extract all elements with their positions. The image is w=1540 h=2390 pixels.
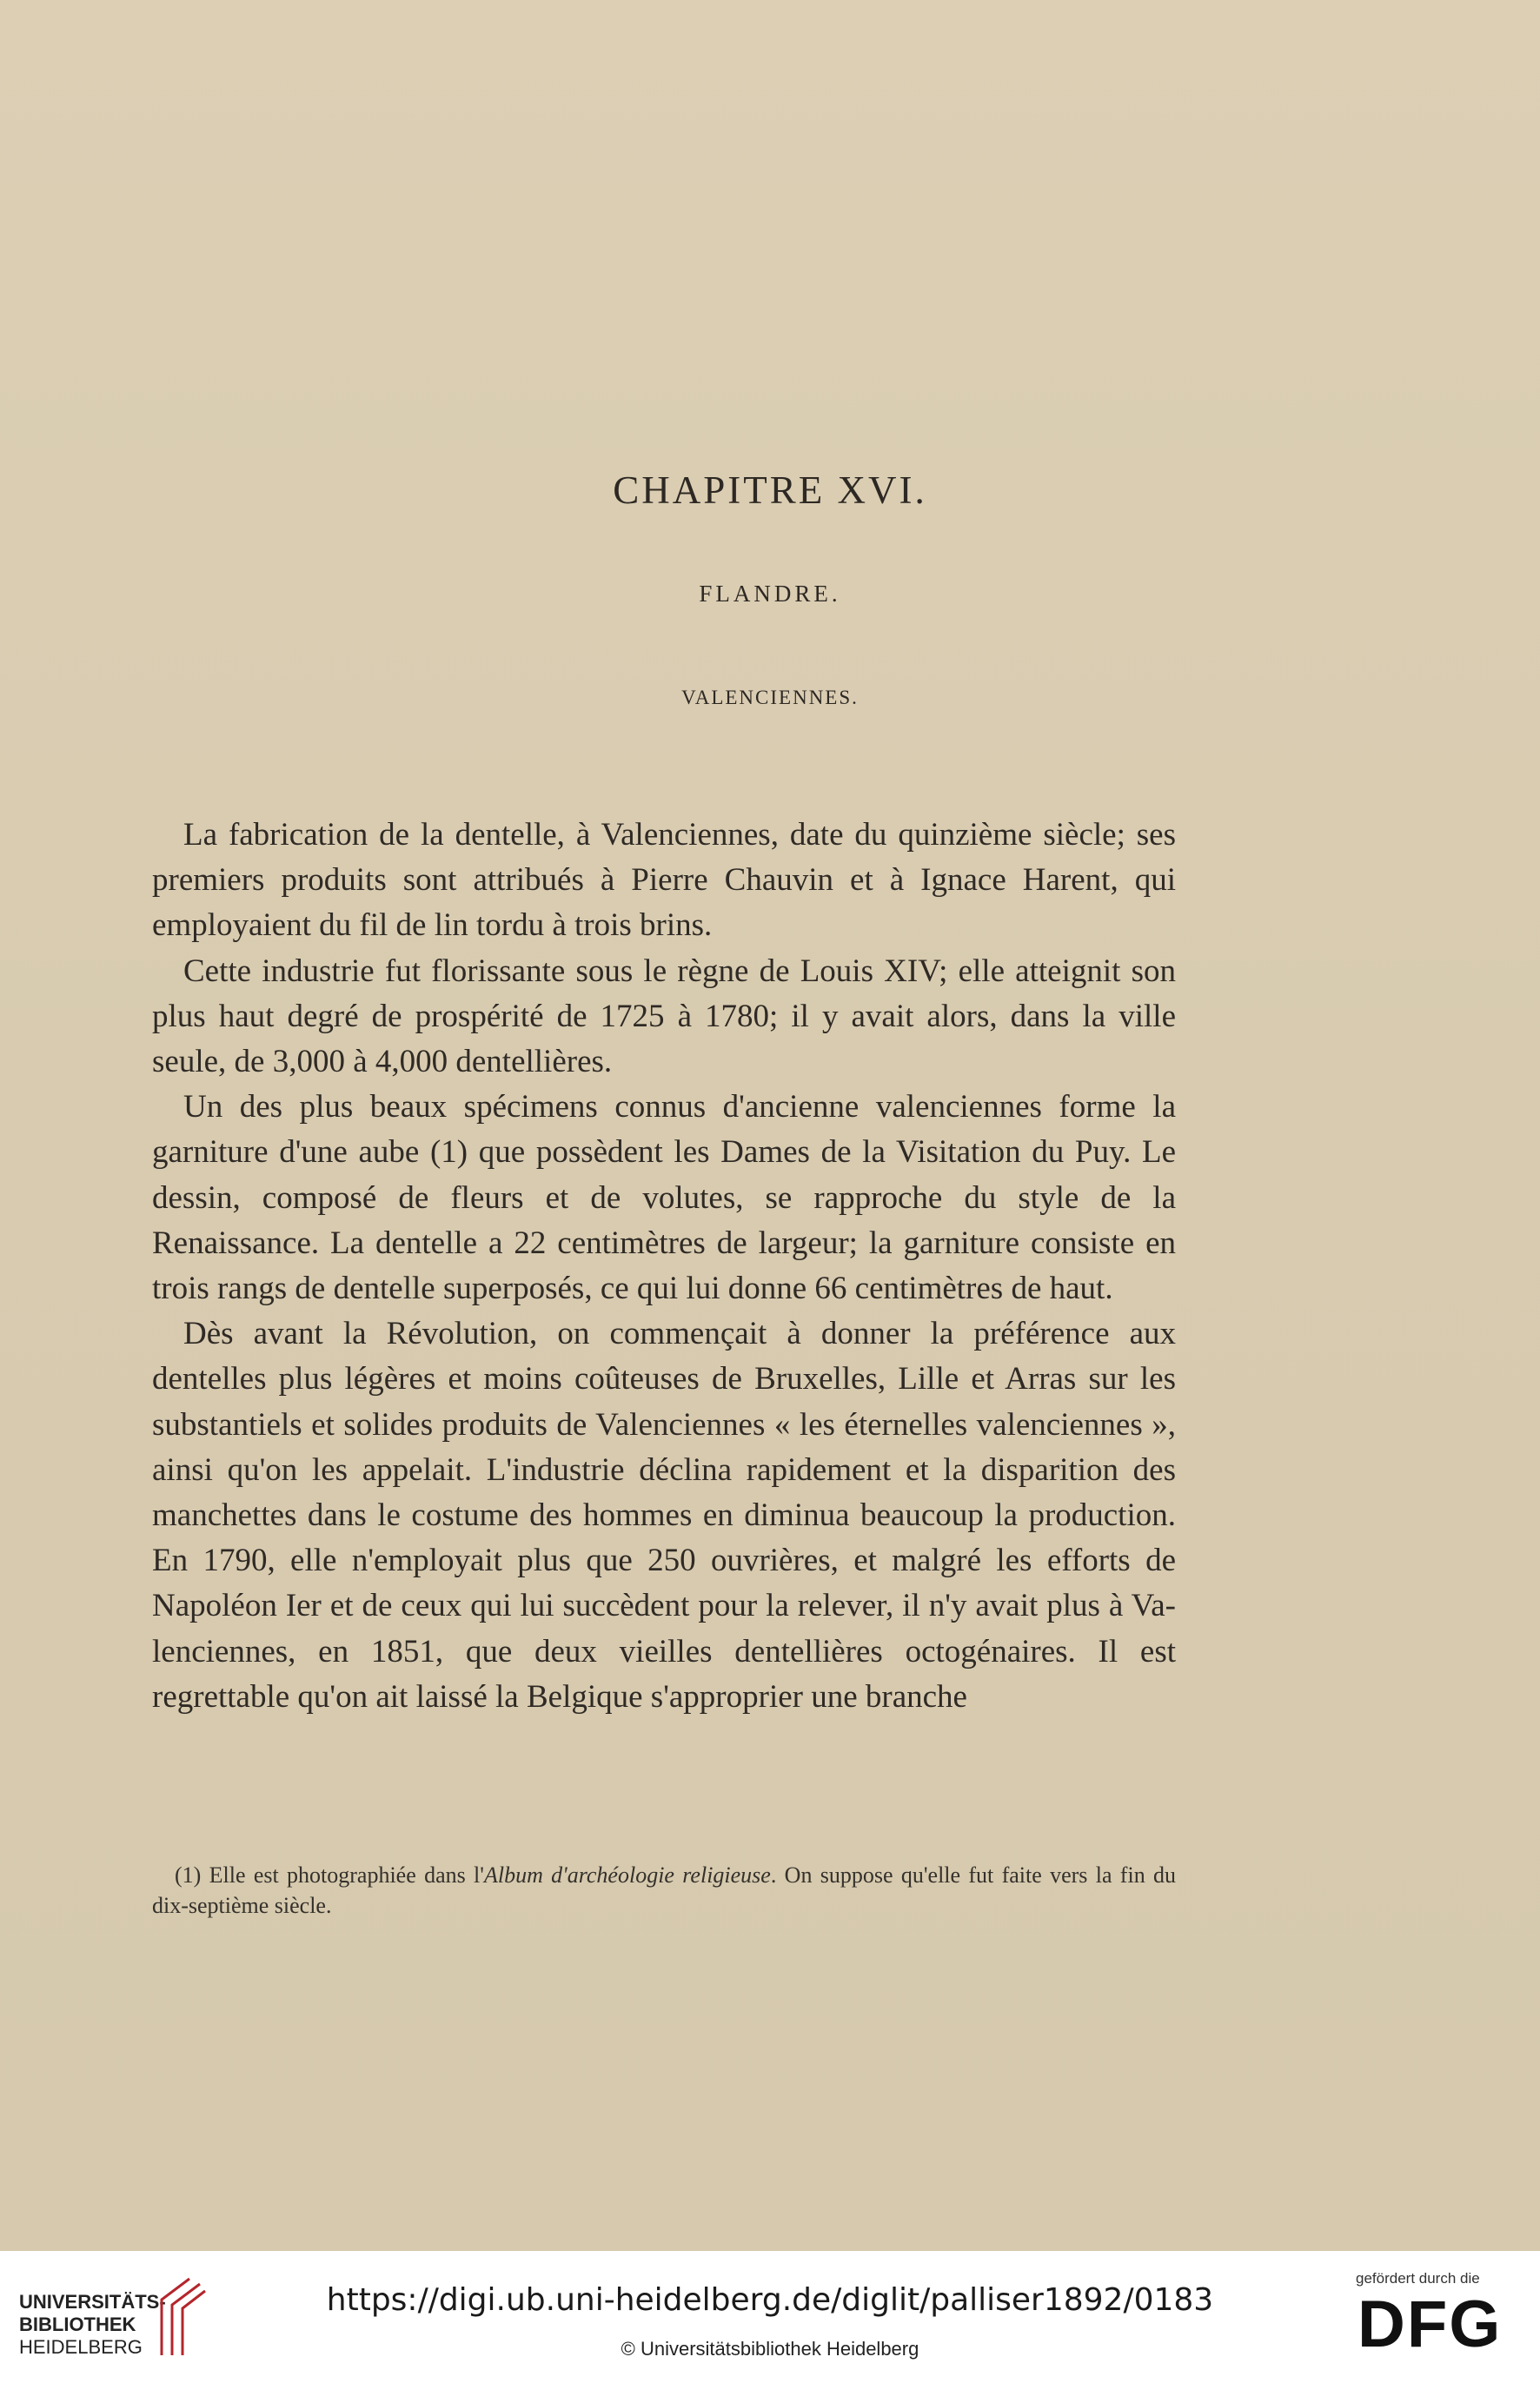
footnote-prefix: (1) Elle est photographiée dans l' bbox=[175, 1862, 484, 1888]
city-heading: VALENCIENNES. bbox=[681, 687, 859, 708]
paragraph: Un des plus beaux spécimens connus d'ancienne valenciennes forme la garniture d'une aube (1) que possèdent les Dames de la Visitation du Puy. Le dessin, composé de fleurs et de volutes, se rapproche du style de la Renaissance. La dentelle a 22 centimètres de largeur; la garniture consiste en trois rangs de dentelle superposés, ce qui lui donne 66 centimètres de haut. bbox=[152, 1089, 1176, 1307]
footnote-title: Album d'archéologie religieuse bbox=[483, 1862, 771, 1888]
paragraph: Dès avant la Révolution, on commençait à donner la préférence aux dentelles plus légères et moins coûteuses de Bruxelles, Lille et Arras sur les substantiels et solides produits de Valenciennes « les éternelles valenciennes », ainsi qu'on les appelait. L'industrie déclina rapidement et la disparition des manchettes dans le costume des hommes en diminua beaucoup la production. En 1790, elle n'employait plus que 250 ouvrières, et malgré les efforts de Napoléon Ier et de ceux qui lui succèdent pour la relever, il n'y avait plus à Valenciennes, en 1851, que deux vieilles dentellières octogénaires. Il est regrettable qu'on ait laissé la Belgique s'approprier une branche bbox=[152, 1316, 1176, 1715]
chapter-heading: CHAPITRE XVI. bbox=[613, 468, 927, 512]
footnote-suffix: . On suppose qu'elle fut faite vers la fin du dix-septième siècle. bbox=[152, 1862, 1177, 1918]
library-name-line3: HEIDELBERG bbox=[19, 2336, 143, 2358]
copyright-notice: © Universitätsbibliothek Heidelberg bbox=[621, 2338, 919, 2360]
library-name-line1: UNIVERSITÄTS- bbox=[19, 2291, 166, 2313]
dfg-logo: DFG bbox=[1357, 2287, 1503, 2361]
footer-bar bbox=[0, 2251, 1540, 2390]
library-name-line2: BIBLIOTHEK bbox=[19, 2314, 136, 2335]
footnote bbox=[152, 1860, 1176, 1921]
page-url-link[interactable]: https://digi.ub.uni-heidelberg.de/diglit/palliser1892/0183 bbox=[326, 2282, 1214, 2318]
paragraph: Cette industrie fut florissante sous le règne de Louis XIV; elle atteignit son plus haut degré de prospérité de 1725 à 1780; il y avait alors, dans la ville seule, de 3,000 à 4,000 dentellières. bbox=[152, 953, 1176, 1080]
region-heading: FLANDRE. bbox=[699, 581, 841, 607]
body-text bbox=[152, 813, 1176, 1720]
footnote-text bbox=[152, 1860, 1176, 1921]
funding-label: gefördert durch die bbox=[1356, 2270, 1480, 2287]
paragraph: La fabrication de la dentelle, à Valenciennes, date du quinzième siècle; ses premiers produits sont attribués à Pierre Chauvin et à Ignace Harent, qui employaient du fil de lin tordu à trois brins. bbox=[152, 817, 1176, 944]
